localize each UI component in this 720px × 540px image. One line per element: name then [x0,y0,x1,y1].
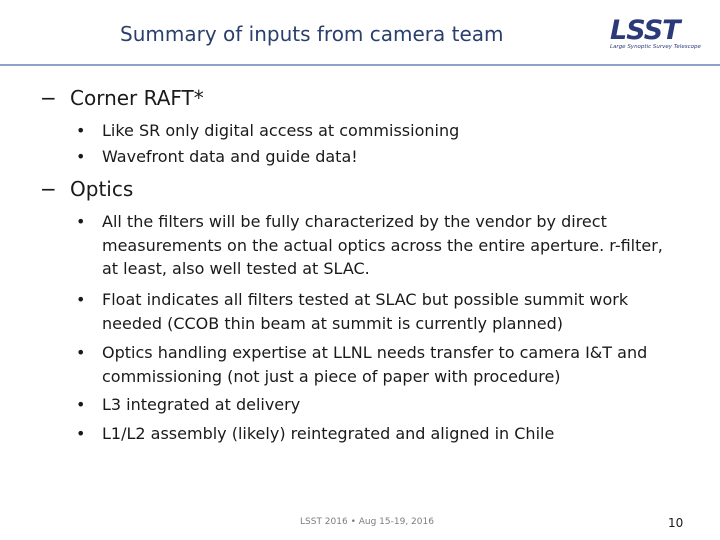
bullet-marker: • [76,290,86,309]
lsst-logo-subtitle: Large Synoptic Survey Telescope [610,44,701,50]
section-optics [40,177,133,201]
bullet-item [76,341,676,388]
title-divider [0,64,720,66]
page-number: 10 [668,516,684,530]
bullet-text: L3 integrated at delivery [102,395,301,414]
bullet-item [76,145,676,169]
dash-marker: − [40,177,57,201]
section-heading: Corner RAFT* [70,86,204,110]
bullet-marker: • [76,395,86,414]
bullet-item [76,393,676,417]
lsst-logo [606,14,710,52]
bullet-marker: • [76,424,86,443]
bullet-marker: • [76,343,86,362]
slide-title: Summary of inputs from camera team [120,22,504,46]
dash-marker: − [40,86,57,110]
bullet-text: All the filters will be fully characterized by the vendor by direct measurements on the actual optics across the entire aperture. r-filter, at least, also well tested at SLAC. [102,212,663,278]
bullet-item [76,119,676,143]
bullet-item [76,210,676,281]
bullet-text: Optics handling expertise at LLNL needs transfer to camera I&T and commissioning (not just a piece of paper with procedure) [102,343,648,386]
section-corner-raft [40,86,204,110]
bullet-marker: • [76,147,86,166]
bullet-item [76,422,676,446]
bullet-text: Float indicates all filters tested at SLAC but possible summit work needed (CCOB thin beam at summit is currently planned) [102,290,629,333]
bullet-item [76,288,676,335]
slide-footer: LSST 2016 • Aug 15-19, 2016 [300,517,434,527]
bullet-text: Wavefront data and guide data! [102,147,358,166]
bullet-marker: • [76,121,86,140]
bullet-marker: • [76,212,86,231]
bullet-text: L1/L2 assembly (likely) reintegrated and aligned in Chile [102,424,555,443]
lsst-logo-wordmark: LSST [610,15,680,46]
bullet-text: Like SR only digital access at commissioning [102,121,460,140]
section-heading: Optics [70,177,134,201]
